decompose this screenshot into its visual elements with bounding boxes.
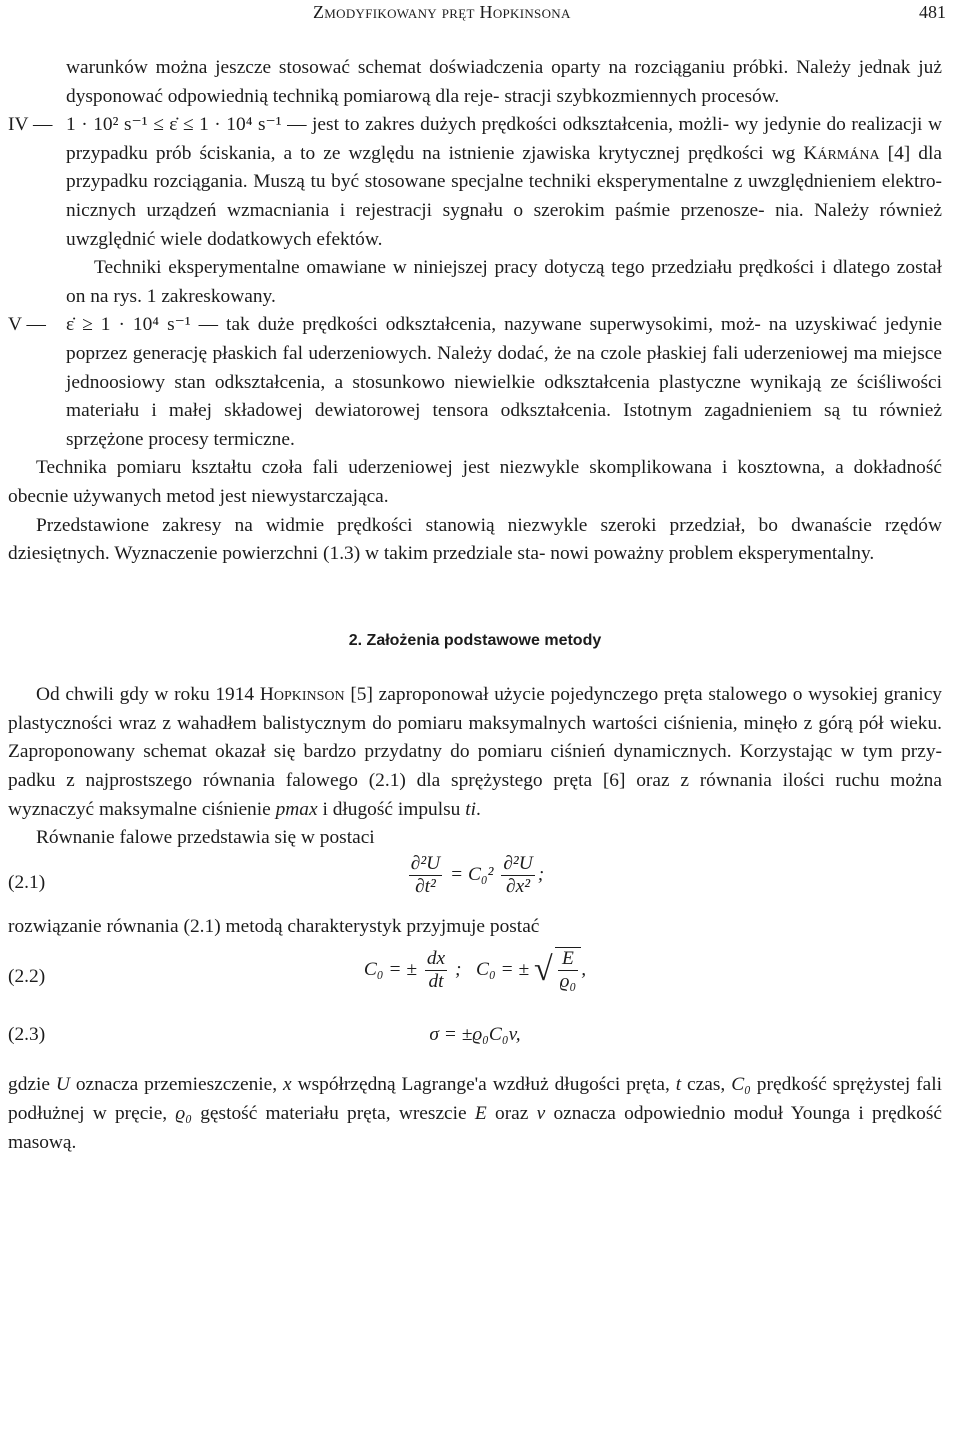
text-line: a stosunkowo niewielkie odkształcenia plastyczne wynikają ze ściśliwości materiału [66, 371, 943, 422]
text-line: — jest to zakres dużych prędkości odkształcenia, możli- [281, 114, 730, 136]
text-line: Od chwili gdy w roku 1914 [36, 684, 260, 706]
text-line: tu również sprzężone procesy termiczne. [66, 400, 942, 450]
range-iv [8, 111, 942, 254]
text-line: [5] zaproponował użycie pojedynczego pręta [344, 684, 703, 706]
text-line: padku z najprostszego równania falowego (2.1) dla sprężystego pręta [6] oraz z równania [8, 770, 772, 792]
range-label-v: V — [8, 314, 46, 336]
paragraph-iii-tail [8, 54, 942, 111]
author-hopkinson: Hopkinson [259, 684, 345, 706]
text-line: stalowego o wysokiej granicy plastyczności wraz z wahadłem balistycznym do pomiaru [8, 684, 942, 734]
text-line: stracji szybkozmiennych procesów. [504, 85, 780, 107]
text-line: wy jedynie do realizacji w przypadku prób ściskania, a to ze względu na istnienie [66, 114, 942, 164]
numerator: E [562, 948, 574, 970]
text-line: i małej składowej dewiatorowej tensora odkształcenia. Istotnym zagadnieniem są [151, 400, 841, 422]
text-line: na uzyskiwać jedynie poprzez generację płaskich fal uderzeniowych. Należy dodać, [66, 314, 942, 364]
text-line: oznacza odpowiednio moduł Younga i prędkość masową. [8, 1103, 943, 1153]
text-line: gdzie [8, 1074, 56, 1096]
equation-text: ; C₀ = ± [455, 959, 530, 981]
range-label-iv: IV — [8, 114, 53, 136]
text-line: [4] dla przypadku rozciągania. Muszą [66, 142, 942, 193]
text-line: czas, [681, 1074, 726, 1096]
equation-2-2 [8, 941, 942, 1013]
text-line: nicznych urządzeń wzmacniania i rejestracji sygnału o szerokim paśmie przenosze- [66, 199, 765, 221]
denominator: dt [425, 970, 447, 993]
text-line: gęstość materiału pręta, wreszcie [191, 1103, 475, 1125]
text-line: próbki. Należy jednak już dysponować odpowiednią techniką pomiarową dla reje- [66, 57, 942, 107]
text-line: prędkości i dlatego został on na rys. 1 zakreskowany. [66, 257, 942, 307]
body-text [8, 54, 942, 1157]
equation-number: (2.3) [8, 1024, 46, 1046]
text-line: — tak duże prędkości odkształcenia, nazywane superwysokimi, moż- [190, 314, 761, 336]
equation-body [8, 853, 942, 898]
equation-text: , [581, 959, 587, 981]
text-line: Technika pomiaru kształtu czoła fali uderzeniowej jest niezwykle skomplikowana [36, 457, 713, 479]
symbol-ti: ti [465, 798, 476, 820]
equation-number: (2.1) [8, 871, 46, 893]
text-line: że na czole płaskiej fali uderzeniowej ma miejsce jednoosiowy stan odkształcenia, [66, 342, 942, 393]
symbol-U: U [55, 1074, 70, 1096]
text-line: tu być stosowane specjalne techniki eksperymentalne z uwzględnieniem elektro- [310, 171, 942, 193]
paragraph-technique [8, 454, 942, 511]
fraction [409, 853, 442, 898]
range-iv-formula: 1 · 10² s⁻¹ ≤ ε̇ ≤ 1 · 10⁴ s⁻¹ [66, 114, 282, 136]
text-line: oraz [486, 1103, 529, 1125]
author-karman: Kármána [803, 142, 880, 164]
equation-number: (2.2) [8, 966, 46, 988]
symbol-rho0: ϱ₀ [175, 1103, 192, 1125]
symbol-v: v [536, 1103, 546, 1125]
equation-body: σ = ±ϱ₀C₀v, [429, 1024, 521, 1046]
equation-2-3 [8, 1013, 942, 1061]
text-line: zjawiska krytycznej prędkości wg [522, 142, 804, 164]
denominator: ∂x² [501, 875, 534, 898]
paragraph-wave-eq-intro: Równanie falowe przedstawia się w postaci [36, 827, 375, 849]
page-header [0, 2, 960, 32]
symbol-E: E [474, 1103, 487, 1125]
equation-text: C₀ = ± [363, 959, 417, 981]
paragraph-symbols [8, 1071, 942, 1157]
sqrt-body [555, 947, 582, 993]
paragraph-solution-intro: rozwiązanie równania (2.1) metodą charakterystyk przyjmuje postać [8, 915, 540, 937]
text-line: okazał się bardzo przydatny do pomiaru ciśnień dynamicznych. Korzystając w tym przy- [214, 741, 942, 763]
sqrt-sign: √ [533, 951, 553, 989]
text-line: . [475, 798, 481, 820]
text-line: maksymalnych wartości ciśnienia, minęło z górą pół wieku. Zaproponowany schemat [8, 712, 942, 763]
symbol-x: x [283, 1074, 292, 1096]
numerator: dx [426, 948, 446, 970]
section-heading: 2. Założenia podstawowe metody [348, 631, 602, 649]
text-line: oznacza przemieszczenie, [69, 1074, 284, 1096]
text-line: prędkość sprężystej fali podłużnej w pręcie, [8, 1074, 943, 1125]
denominator: ϱ₀ [559, 971, 577, 993]
fraction [558, 948, 579, 993]
text-line: warunków można jeszcze stosować schemat doświadczenia oparty na rozciąganiu [66, 57, 725, 78]
range-v-formula: ε̇ ≥ 1 · 10⁴ s⁻¹ [66, 314, 191, 336]
text-line: nowi poważny problem eksperymentalny. [550, 543, 875, 565]
text-line: dwanaście rzędów dziesiętnych. Wyznaczenie powierzchni (1.3) w takim przedziale sta- [8, 514, 942, 565]
range-v [8, 311, 942, 454]
text-line: Przedstawione zakresy na widmie prędkości stanowią niezwykle szeroki przedział, bo [36, 514, 778, 536]
text-line: i długość impulsu [317, 798, 466, 820]
fraction [425, 948, 447, 993]
text-line: nia. Należy również uwzględnić wiele dodatkowych efektów. [66, 199, 942, 250]
text-line: Techniki eksperymentalne omawiane w niniejszej pracy dotyczą tego przedziału [94, 257, 733, 279]
text-line: ilości ruchu można wyznaczyć maksymalne ciśnienie [8, 770, 942, 820]
numerator: ∂²U [503, 852, 533, 874]
fraction [501, 853, 534, 898]
equation-2-1 [8, 853, 942, 913]
equation-text: = C₀² [450, 863, 494, 885]
denominator: ∂t² [409, 875, 442, 898]
running-title: Zmodyfikowany pręt Hopkinsona [313, 2, 571, 22]
equation-body [8, 947, 942, 993]
paragraph-hopkinson [8, 681, 942, 824]
page-number: 481 [919, 2, 946, 22]
paragraph-iv-note [8, 254, 942, 311]
paragraph-ranges [8, 512, 942, 569]
equation-text: ; [537, 863, 545, 885]
symbol-pmax: pmax [275, 798, 318, 820]
numerator: ∂²U [410, 852, 441, 874]
symbol-C0: C₀ [731, 1074, 751, 1096]
text-line: współrzędną Lagrange'a wzdłuż długości pręta, [291, 1074, 676, 1096]
text-line: i kosztowna, a dokładność obecnie używanych metod jest niewystarczająca. [8, 457, 942, 507]
symbol-t: t [675, 1074, 682, 1096]
